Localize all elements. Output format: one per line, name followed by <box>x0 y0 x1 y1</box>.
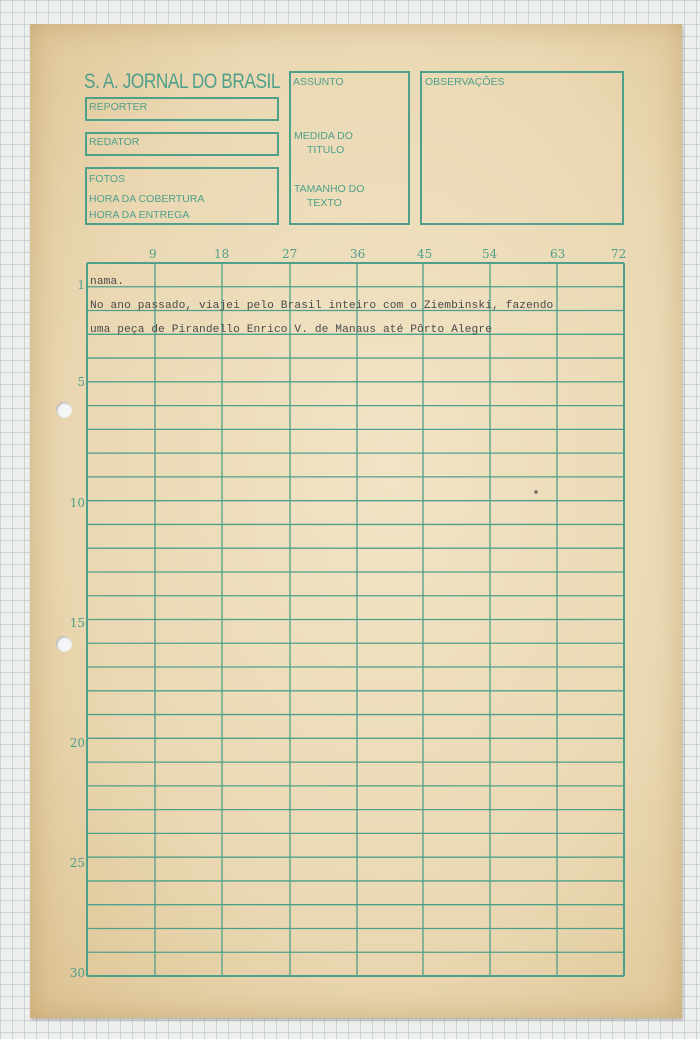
medida-label-2: TITULO <box>307 144 345 156</box>
row-number: 15 <box>69 616 85 630</box>
fotos-label: FOTOS <box>89 173 125 185</box>
row-number: 20 <box>69 736 85 750</box>
column-number: 36 <box>350 247 366 261</box>
tamanho-label-1: TAMANHO DO <box>294 183 365 195</box>
typed-line: No ano passado, viajei pelo Brasil inteiro com o Ziembinski, fazendo <box>90 300 554 312</box>
row-number: 1 <box>77 278 85 292</box>
column-number: 63 <box>550 247 566 261</box>
column-number: 54 <box>482 247 498 261</box>
medida-label-1: MEDIDA DO <box>294 130 353 142</box>
row-number: 25 <box>69 856 85 870</box>
hora-cobertura-label: HORA DA COBERTURA <box>89 193 205 205</box>
ink-speck <box>534 490 538 494</box>
column-number: 27 <box>282 247 298 261</box>
column-number: 45 <box>417 247 433 261</box>
typed-line: uma peça de Pirandello Enrico V. de Manaus até Pôrto Alegre <box>90 324 493 336</box>
reporter-label: REPORTER <box>89 101 148 113</box>
column-number: 9 <box>149 247 157 261</box>
tamanho-label-2: TEXTO <box>307 197 342 209</box>
column-number: 18 <box>214 247 230 261</box>
newspaper-title: S. A. JORNAL DO BRASIL <box>84 70 281 93</box>
observacoes-label: OBSERVAÇÕES <box>425 76 505 88</box>
row-number: 30 <box>69 966 85 980</box>
hora-entrega-label: HORA DA ENTREGA <box>89 209 190 221</box>
typed-line: nama. <box>90 276 125 288</box>
row-number: 10 <box>69 496 85 510</box>
row-number: 5 <box>77 375 85 389</box>
assunto-label: ASSUNTO <box>293 76 344 88</box>
column-number: 72 <box>611 247 627 261</box>
redator-label: REDATOR <box>89 136 140 148</box>
